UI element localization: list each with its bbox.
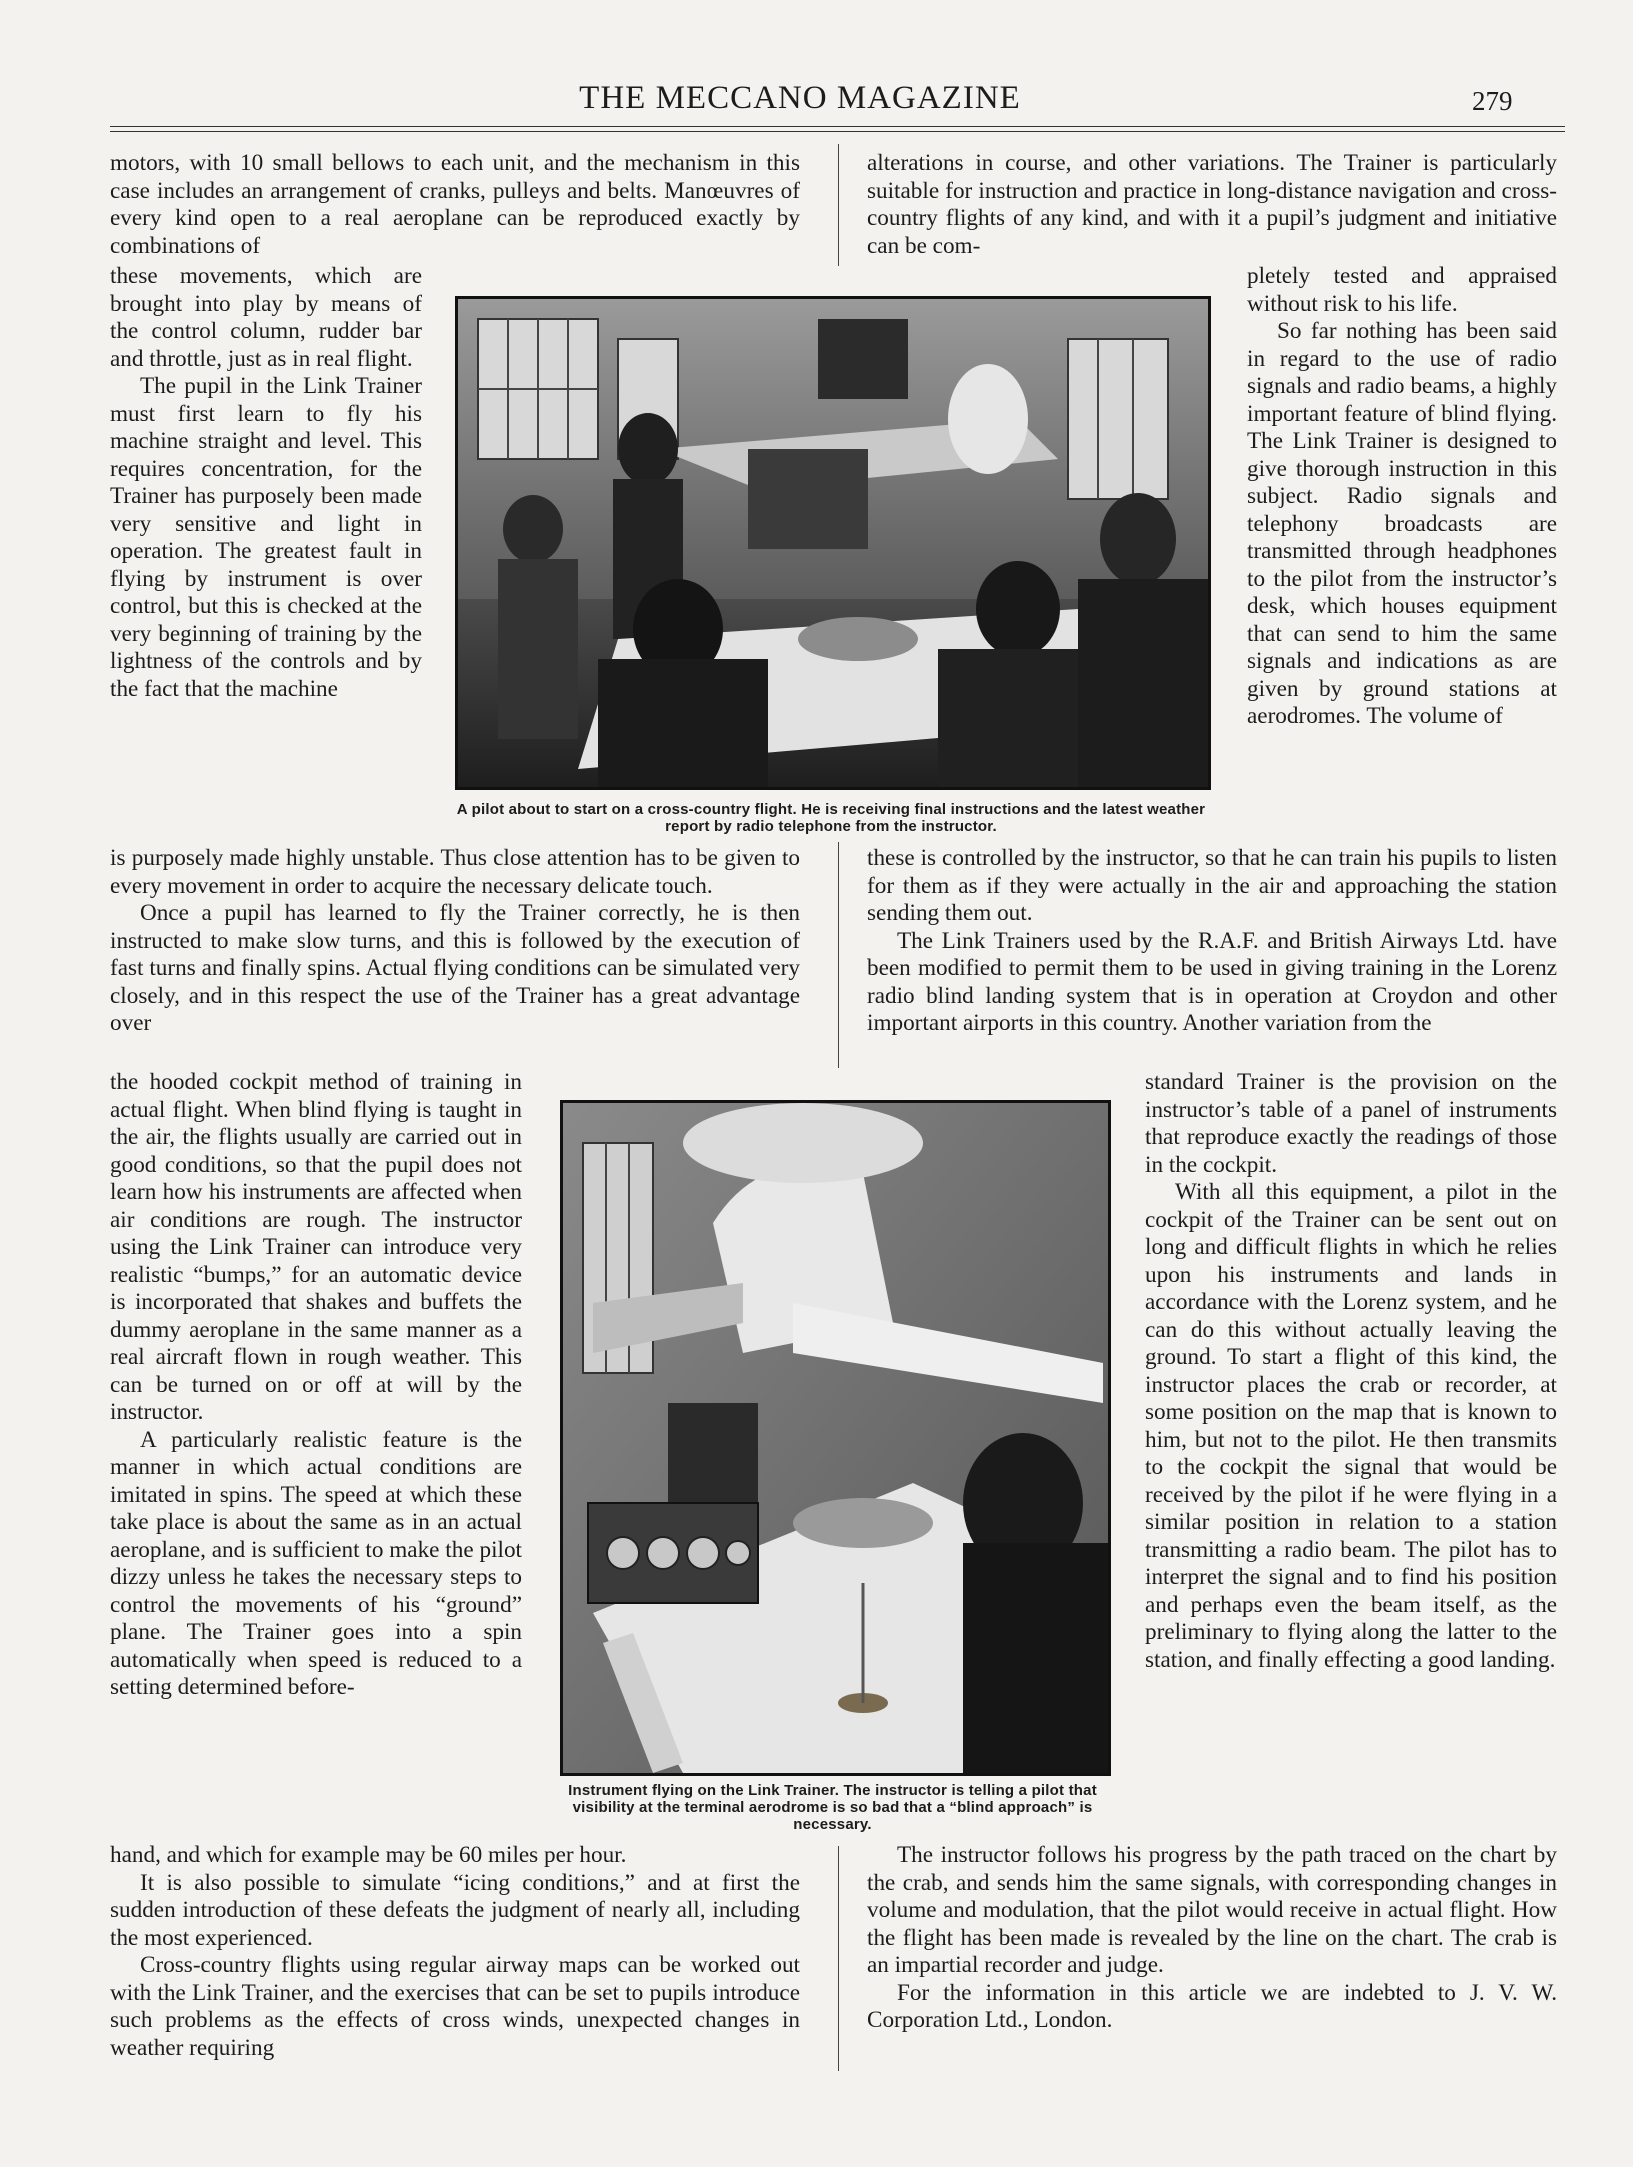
column-divider-middle [838,842,839,1068]
paragraph: For the information in this article we are indebted to J. V. W. Corporation Ltd., London. [867,1979,1557,2033]
header-rule [110,126,1565,127]
paragraph: Once a pupil has learned to fly the Trainer correctly, he is then instructed to make slow turns, and this is followed by the execution of fast turns and finally spins. Actual flying conditions can be simulated very closely, and in this respect the use of the Trainer has a great advantage over [110,900,800,1036]
paragraph: The pupil in the Link Trainer must first learn to fly his machine straight and level. This requires concentration, for the Trainer has purposely been made very sensitive and light in operation. The greatest fault in flying by instrument is over control, but this is checked at the very beginning of training by the lightness of the controls and by the fact that the machine [110,373,422,702]
page-number: 279 [1472,86,1513,116]
paragraph: The Link Trainers used by the R.A.F. and British Airways Ltd. have been modified to permit them to be used in giving training in the Lorenz radio blind landing system that is in operation at Croydon and other important airports in this country. Another variation from the [867,927,1557,1036]
paragraph: motors, with 10 small bellows to each unit, and the mechanism in this case includes an arrangement of cranks, pulleys and belts. Manœuvres of every kind open to a real aeroplane can be reproduced exactly by combinations of [110,150,800,259]
photo-instrument-flying [560,1100,1111,1776]
paragraph: the hooded cockpit method of training in actual flight. When blind flying is taught in the air, the flights usually are carried out in good conditions, so that the pupil does not learn how his instruments are affected when air conditions are rough. The instructor using the Link Trainer can introduce very realistic “bumps,” for an automatic device is incorporated that shakes and buffets the dummy aeroplane in the same manner as a real aircraft flown in rough weather. This can be turned on or off at will by the instructor. [110,1069,522,1425]
left-column-middle [110,845,800,1038]
left-column-top [110,150,800,260]
magazine-title: THE MECCANO MAGAZINE [579,80,1021,116]
paragraph: It is also possible to simulate “icing conditions,” and at first the sudden introduction of these defeats the judgment of nearly all, including the most experienced. [110,1869,800,1951]
paragraph: is purposely made highly unstable. Thus close attention has to be given to every movement in order to acquire the necessary delicate touch. [110,845,800,899]
right-column-middle [867,845,1557,1038]
paragraph: alterations in course, and other variations. The Trainer is particularly suitable for instruction and practice in long-distance navigation and cross-country flights of any kind, and with it a pupil’s judgment and initiative can be com- [867,150,1557,259]
header-rule-secondary [110,131,1565,132]
paragraph: The instructor follows his progress by the path traced on the chart by the crab, and sends him the same signals, with corresponding changes in volume and modulation, that the pilot would receive in actual flight. How the flight has been made is revealed by the line on the chart. The crab is an impartial recorder and judge. [867,1842,1557,1978]
left-column-bottom [110,1842,800,2062]
column-divider-top [838,144,839,266]
photo-illustration [563,1103,1108,1773]
paragraph: With all this equipment, a pilot in the cockpit of the Trainer can be sent out on long and difficult flights in which he relies upon his instruments and lands in accordance with the Lorenz system, and he can do this without actually leaving the ground. To start a flight of this kind, the instructor places the crab or recorder, at some position on the map that is known to him, but not to the pilot. He then transmits to the cockpit the signal that would be received by the pilot if he were flying in a similar position in relation to a station transmitting a radio beam. The pilot has to interpret the signal and to find his position and perhaps even the beam itself, as the preliminary to flying along the latter to the station, and finally effecting a good landing. [1145,1179,1557,1673]
paragraph: pletely tested and appraised without risk to his life. [1247,263,1557,317]
paragraph: standard Trainer is the provision on the instructor’s table of a panel of instruments that reproduce exactly the readings of those in the cockpit. [1145,1069,1557,1178]
photo-link-trainer-room [455,296,1211,790]
paragraph: hand, and which for example may be 60 miles per hour. [110,1842,627,1868]
right-column-top [867,150,1557,260]
left-column-narrow-lower [110,1069,522,1702]
paragraph: these is controlled by the instructor, so that he can train his pupils to listen for them as if they were actually in the air and approaching the station sending them out. [867,845,1557,926]
photo2-caption: Instrument flying on the Link Trainer. The instructor is telling a pilot that visibility at the terminal aerodrome is so bad that a “blind approach” is necessary. [568,1782,1097,1833]
paragraph: these movements, which are brought into play by means of the control column, rudder bar and throttle, just as in real flight. [110,263,422,372]
paragraph: So far nothing has been said in regard to the use of radio signals and radio beams, a highly important feature of blind flying. The Link Trainer is designed to give thorough instruction in this subject. Radio signals and telephony broadcasts are transmitted through headphones to the pilot from the instructor’s desk, which houses equipment that can send to him the same signals and indications as are given by ground stations at aerodromes. The volume of [1247,318,1557,729]
paragraph: A particularly realistic feature is the manner in which actual conditions are imitated in spins. The speed at which these take place is about the same as in an actual aeroplane, and is sufficient to make the pilot dizzy unless he takes the necessary steps to control the movements of his “ground” plane. The Trainer goes into a spin automatically when speed is reduced to a setting determined before- [110,1426,522,1700]
photo-illustration [458,299,1208,787]
paragraph: Cross-country flights using regular airway maps can be worked out with the Link Trainer, and the exercises that can be set to pupils introduce such problems as the effects of cross winds, unexpected changes in weather requiring [110,1952,800,2061]
left-column-narrow-upper [110,263,422,703]
photo1-caption: A pilot about to start on a cross-country flight. He is receiving final instructions and the latest weather report by radio telephone from the instructor. [456,801,1206,835]
column-divider-bottom [838,1846,839,2071]
right-column-bottom [867,1842,1557,2035]
right-column-narrow-lower [1145,1069,1557,1674]
right-column-narrow-upper [1247,263,1557,731]
